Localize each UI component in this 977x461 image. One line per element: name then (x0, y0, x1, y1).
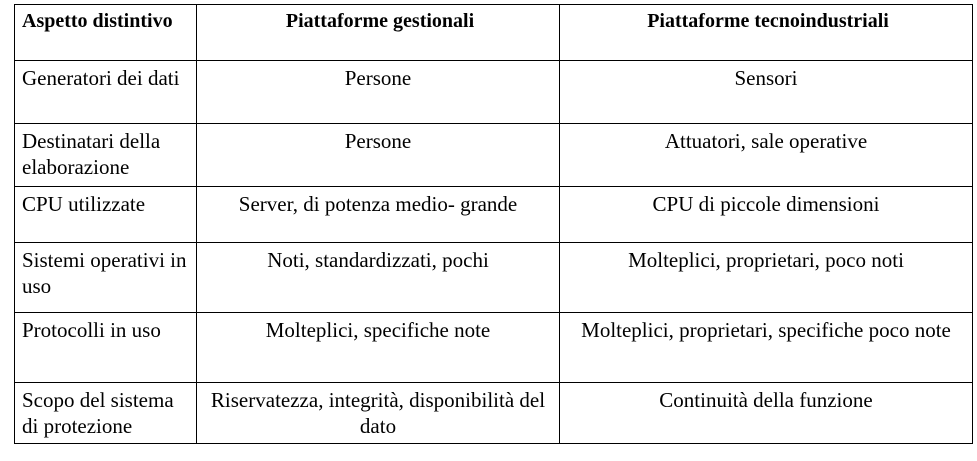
management-cell: Server, di potenza medio- grande (197, 187, 560, 243)
table-row (15, 61, 973, 124)
row-label: Sistemi operativi in uso (15, 243, 197, 313)
management-cell: Persone (197, 124, 560, 187)
industrial-cell: Continuità della funzione (560, 383, 973, 444)
table-row (15, 187, 973, 243)
header-industrial-platforms: Piattaforme tecnoindustriali (560, 5, 973, 61)
industrial-cell: Molteplici, proprietari, poco noti (560, 243, 973, 313)
industrial-cell: CPU di piccole dimensioni (560, 187, 973, 243)
table-header-row (15, 5, 973, 61)
row-label: Generatori dei dati (15, 61, 197, 124)
table-row (15, 124, 973, 187)
table-row (15, 383, 973, 444)
row-label: Scopo del sistema di protezione (15, 383, 197, 444)
table-row (15, 243, 973, 313)
management-cell: Riservatezza, integrità, disponibilità del dato (197, 383, 560, 444)
row-label: CPU utilizzate (15, 187, 197, 243)
row-label: Protocolli in uso (15, 313, 197, 383)
management-cell: Noti, standardizzati, pochi (197, 243, 560, 313)
industrial-cell: Attuatori, sale operative (560, 124, 973, 187)
header-management-platforms: Piattaforme gestionali (197, 5, 560, 61)
row-label: Destinatari della elaborazione (15, 124, 197, 187)
comparison-table (14, 4, 973, 444)
header-aspect: Aspetto distintivo (15, 5, 197, 61)
industrial-cell: Molteplici, proprietari, specifiche poco note (560, 313, 973, 383)
table-row (15, 313, 973, 383)
management-cell: Persone (197, 61, 560, 124)
industrial-cell: Sensori (560, 61, 973, 124)
management-cell: Molteplici, specifiche note (197, 313, 560, 383)
